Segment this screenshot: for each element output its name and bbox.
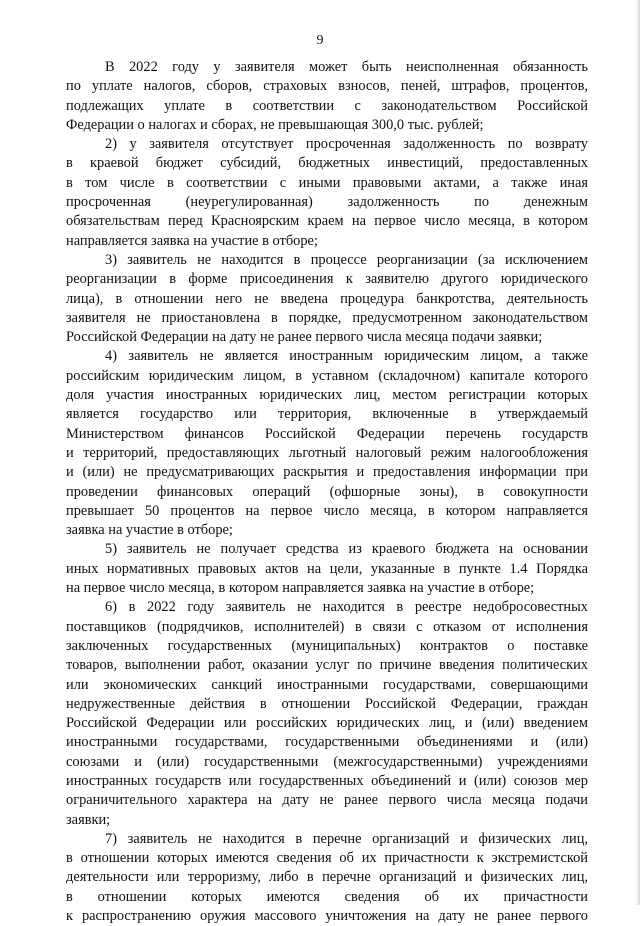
text-line: является государство или территория, включенные в утверждаемый [66,406,588,423]
text-line: поставщиков (подрядчиков, исполнителей) в связи с отказом от исполнения [66,618,588,635]
text-line: проведении финансовых операций (офшорные зоны), в совокупности [66,483,588,500]
page-edge-shadow [636,0,640,905]
text-line: к распространению оружия массового уничтожения на дату не ранее первого [66,908,588,925]
text-line: В 2022 году у заявителя может быть неисполненная обязанность [105,59,588,75]
text-line: Федерации о налогах и сборах, не превышающая 300,0 тыс. рублей; [66,116,484,133]
text-line: иностранных государств или государственных объединений и (или) союзов мер [66,772,588,789]
text-line: в краевой бюджет субсидий, бюджетных инвестиций, предоставленных [66,155,588,172]
text-line: Российской Федерации на дату не ранее первого числа месяца подачи заявки; [66,329,543,346]
text-line: заявителя не приостановлена в порядке, предусмотренном законодательством [66,309,588,326]
body-text [66,58,588,926]
text-line: Российской Федерации или российских юридических лиц, и (или) введением [66,715,588,732]
text-line: на первое число месяца, в котором направляется заявка на участие в отборе; [66,580,535,597]
text-line: ограничительного характера на дату не ранее первого числа месяца подачи [66,792,588,809]
text-line: и территорий, предоставляющих льготный налоговый режим налогообложения [66,444,588,461]
text-line: иных нормативных правовых актов на цели, указанные в пункте 1.4 Порядка [66,560,588,577]
text-line: превышает 50 процентов на первое число месяца, в котором направляется [66,502,588,519]
text-line: 4) заявитель не является иностранным юридическим лицом, а также [105,348,588,365]
text-line: деятельности или терроризму, либо в перечне организаций и физических лиц, [66,869,588,886]
text-line: направляется заявка на участие в отборе; [66,232,318,249]
text-line: заключенных государственных (муниципальных) контрактов о поставке [66,637,588,654]
text-line: иностранными государствами, государственными объединениями и (или) [66,734,588,751]
text-line: в отношении которых имеются сведения об их причастности [66,888,588,905]
text-line: российским юридическим лицом, в уставном (складочном) капитале которого [66,367,588,384]
text-line: лица), в отношении него не введена процедура банкротства, деятельность [66,290,588,307]
text-line: в отношении которых имеются сведения об их причастности к экстремистской [66,850,588,867]
text-line: заявки; [66,811,111,828]
text-line: 6) в 2022 году заявитель не находится в реестре недобросовестных [105,599,588,616]
text-line: заявка на участие в отборе; [66,522,233,539]
text-line: 3) заявитель не находится в процессе реорганизации (за исключением [105,251,588,268]
text-line: подлежащих уплате в соответствии с законодательством Российской [66,97,588,114]
text-line: союзами и (или) государственными (межгосударственными) учреждениями [66,753,588,770]
text-line: 5) заявитель не получает средства из краевого бюджета на основании [105,541,588,558]
text-line: Министерством финансов Российской Федерации перечень государств [66,425,588,442]
text-line: в том числе в соответствии с иными правовыми актами, а также иная [66,174,588,191]
text-line: доля участия иностранных юридических лиц, местом регистрации которых [66,387,588,404]
text-line: 7) заявитель не находится в перечне организаций и физических лиц, [105,830,588,847]
text-line: реорганизации в форме присоединения к заявителю другого юридического [66,271,588,288]
page-number: 9 [316,33,324,48]
text-line: просроченная (неурегулированная) задолженность по денежным [66,194,588,211]
text-line: товаров, выполнении работ, оказании услуг по причине введения политических [66,657,588,674]
text-line: и (или) не предусматривающих раскрытия и предоставления информации при [66,464,588,481]
text-line: недружественные действия в отношении Российской Федерации, граждан [66,695,588,712]
text-line: 2) у заявителя отсутствует просроченная задолженность по возврату [105,136,588,153]
text-line: обязательствам перед Красноярским краем на первое число месяца, в котором [66,213,588,230]
text-line: по уплате налогов, сборов, страховых взносов, пеней, штрафов, процентов, [66,78,588,95]
text-line: или экономических санкций иностранными государствами, совершающими [66,676,588,693]
